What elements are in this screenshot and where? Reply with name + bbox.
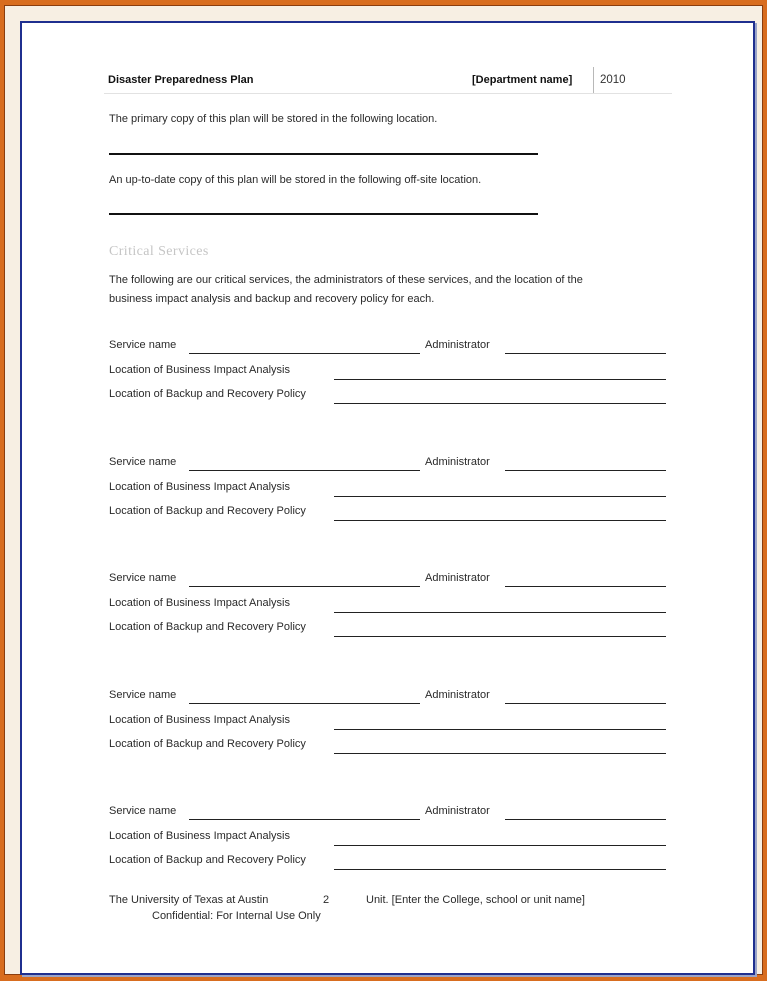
header-rule <box>104 93 672 94</box>
administrator-line[interactable] <box>505 586 666 587</box>
backup-recovery-policy-line[interactable] <box>334 869 666 870</box>
business-impact-analysis-label: Location of Business Impact Analysis <box>109 830 290 842</box>
service-name-label: Service name <box>109 572 177 584</box>
document-page <box>20 21 755 975</box>
business-impact-analysis-label: Location of Business Impact Analysis <box>109 481 290 493</box>
business-impact-analysis-line[interactable] <box>334 379 666 380</box>
offsite-location-line[interactable] <box>109 213 538 215</box>
administrator-label: Administrator <box>425 689 490 701</box>
business-impact-analysis-line[interactable] <box>334 729 666 730</box>
administrator-label: Administrator <box>425 572 490 584</box>
backup-recovery-policy-line[interactable] <box>334 753 666 754</box>
administrator-line[interactable] <box>505 819 666 820</box>
footer-confidential: Confidential: For Internal Use Only <box>152 910 321 922</box>
backup-recovery-policy-label: Location of Backup and Recovery Policy <box>109 621 306 633</box>
backup-recovery-policy-line[interactable] <box>334 520 666 521</box>
backup-recovery-policy-line[interactable] <box>334 403 666 404</box>
critical-services-heading: Critical Services <box>109 244 209 259</box>
administrator-label: Administrator <box>425 456 490 468</box>
backup-recovery-policy-label: Location of Backup and Recovery Policy <box>109 854 306 866</box>
business-impact-analysis-label: Location of Business Impact Analysis <box>109 597 290 609</box>
primary-location-text: The primary copy of this plan will be stored in the following location. <box>109 113 438 125</box>
service-name-line[interactable] <box>189 586 420 587</box>
primary-location-line[interactable] <box>109 153 538 155</box>
footer-page-number: 2 <box>323 894 330 906</box>
footer-institution: The University of Texas at Austin <box>109 894 269 906</box>
backup-recovery-policy-line[interactable] <box>334 636 666 637</box>
administrator-line[interactable] <box>505 353 666 354</box>
service-name-line[interactable] <box>189 703 420 704</box>
business-impact-analysis-line[interactable] <box>334 845 666 846</box>
header-year: 2010 <box>600 74 626 86</box>
business-impact-analysis-label: Location of Business Impact Analysis <box>109 364 290 376</box>
administrator-line[interactable] <box>505 703 666 704</box>
administrator-label: Administrator <box>425 339 490 351</box>
administrator-label: Administrator <box>425 805 490 817</box>
service-name-label: Service name <box>109 805 177 817</box>
business-impact-analysis-line[interactable] <box>334 612 666 613</box>
outer-frame <box>4 5 763 975</box>
service-name-label: Service name <box>109 689 177 701</box>
service-name-label: Service name <box>109 456 177 468</box>
service-name-line[interactable] <box>189 353 420 354</box>
service-name-label: Service name <box>109 339 177 351</box>
backup-recovery-policy-label: Location of Backup and Recovery Policy <box>109 505 306 517</box>
critical-services-description-line2: business impact analysis and backup and recovery policy for each. <box>109 293 435 305</box>
backup-recovery-policy-label: Location of Backup and Recovery Policy <box>109 738 306 750</box>
service-name-line[interactable] <box>189 819 420 820</box>
document-title: Disaster Preparedness Plan <box>108 74 254 86</box>
backup-recovery-policy-label: Location of Backup and Recovery Policy <box>109 388 306 400</box>
business-impact-analysis-line[interactable] <box>334 496 666 497</box>
service-name-line[interactable] <box>189 470 420 471</box>
header-separator <box>593 67 594 93</box>
footer-unit: Unit. [Enter the College, school or unit name] <box>366 894 585 906</box>
administrator-line[interactable] <box>505 470 666 471</box>
offsite-location-text: An up-to-date copy of this plan will be stored in the following off-site location. <box>109 174 482 186</box>
department-name[interactable]: [Department name] <box>472 74 573 86</box>
business-impact-analysis-label: Location of Business Impact Analysis <box>109 714 290 726</box>
critical-services-description-line1: The following are our critical services, the administrators of these services, and the location of the <box>109 274 583 286</box>
